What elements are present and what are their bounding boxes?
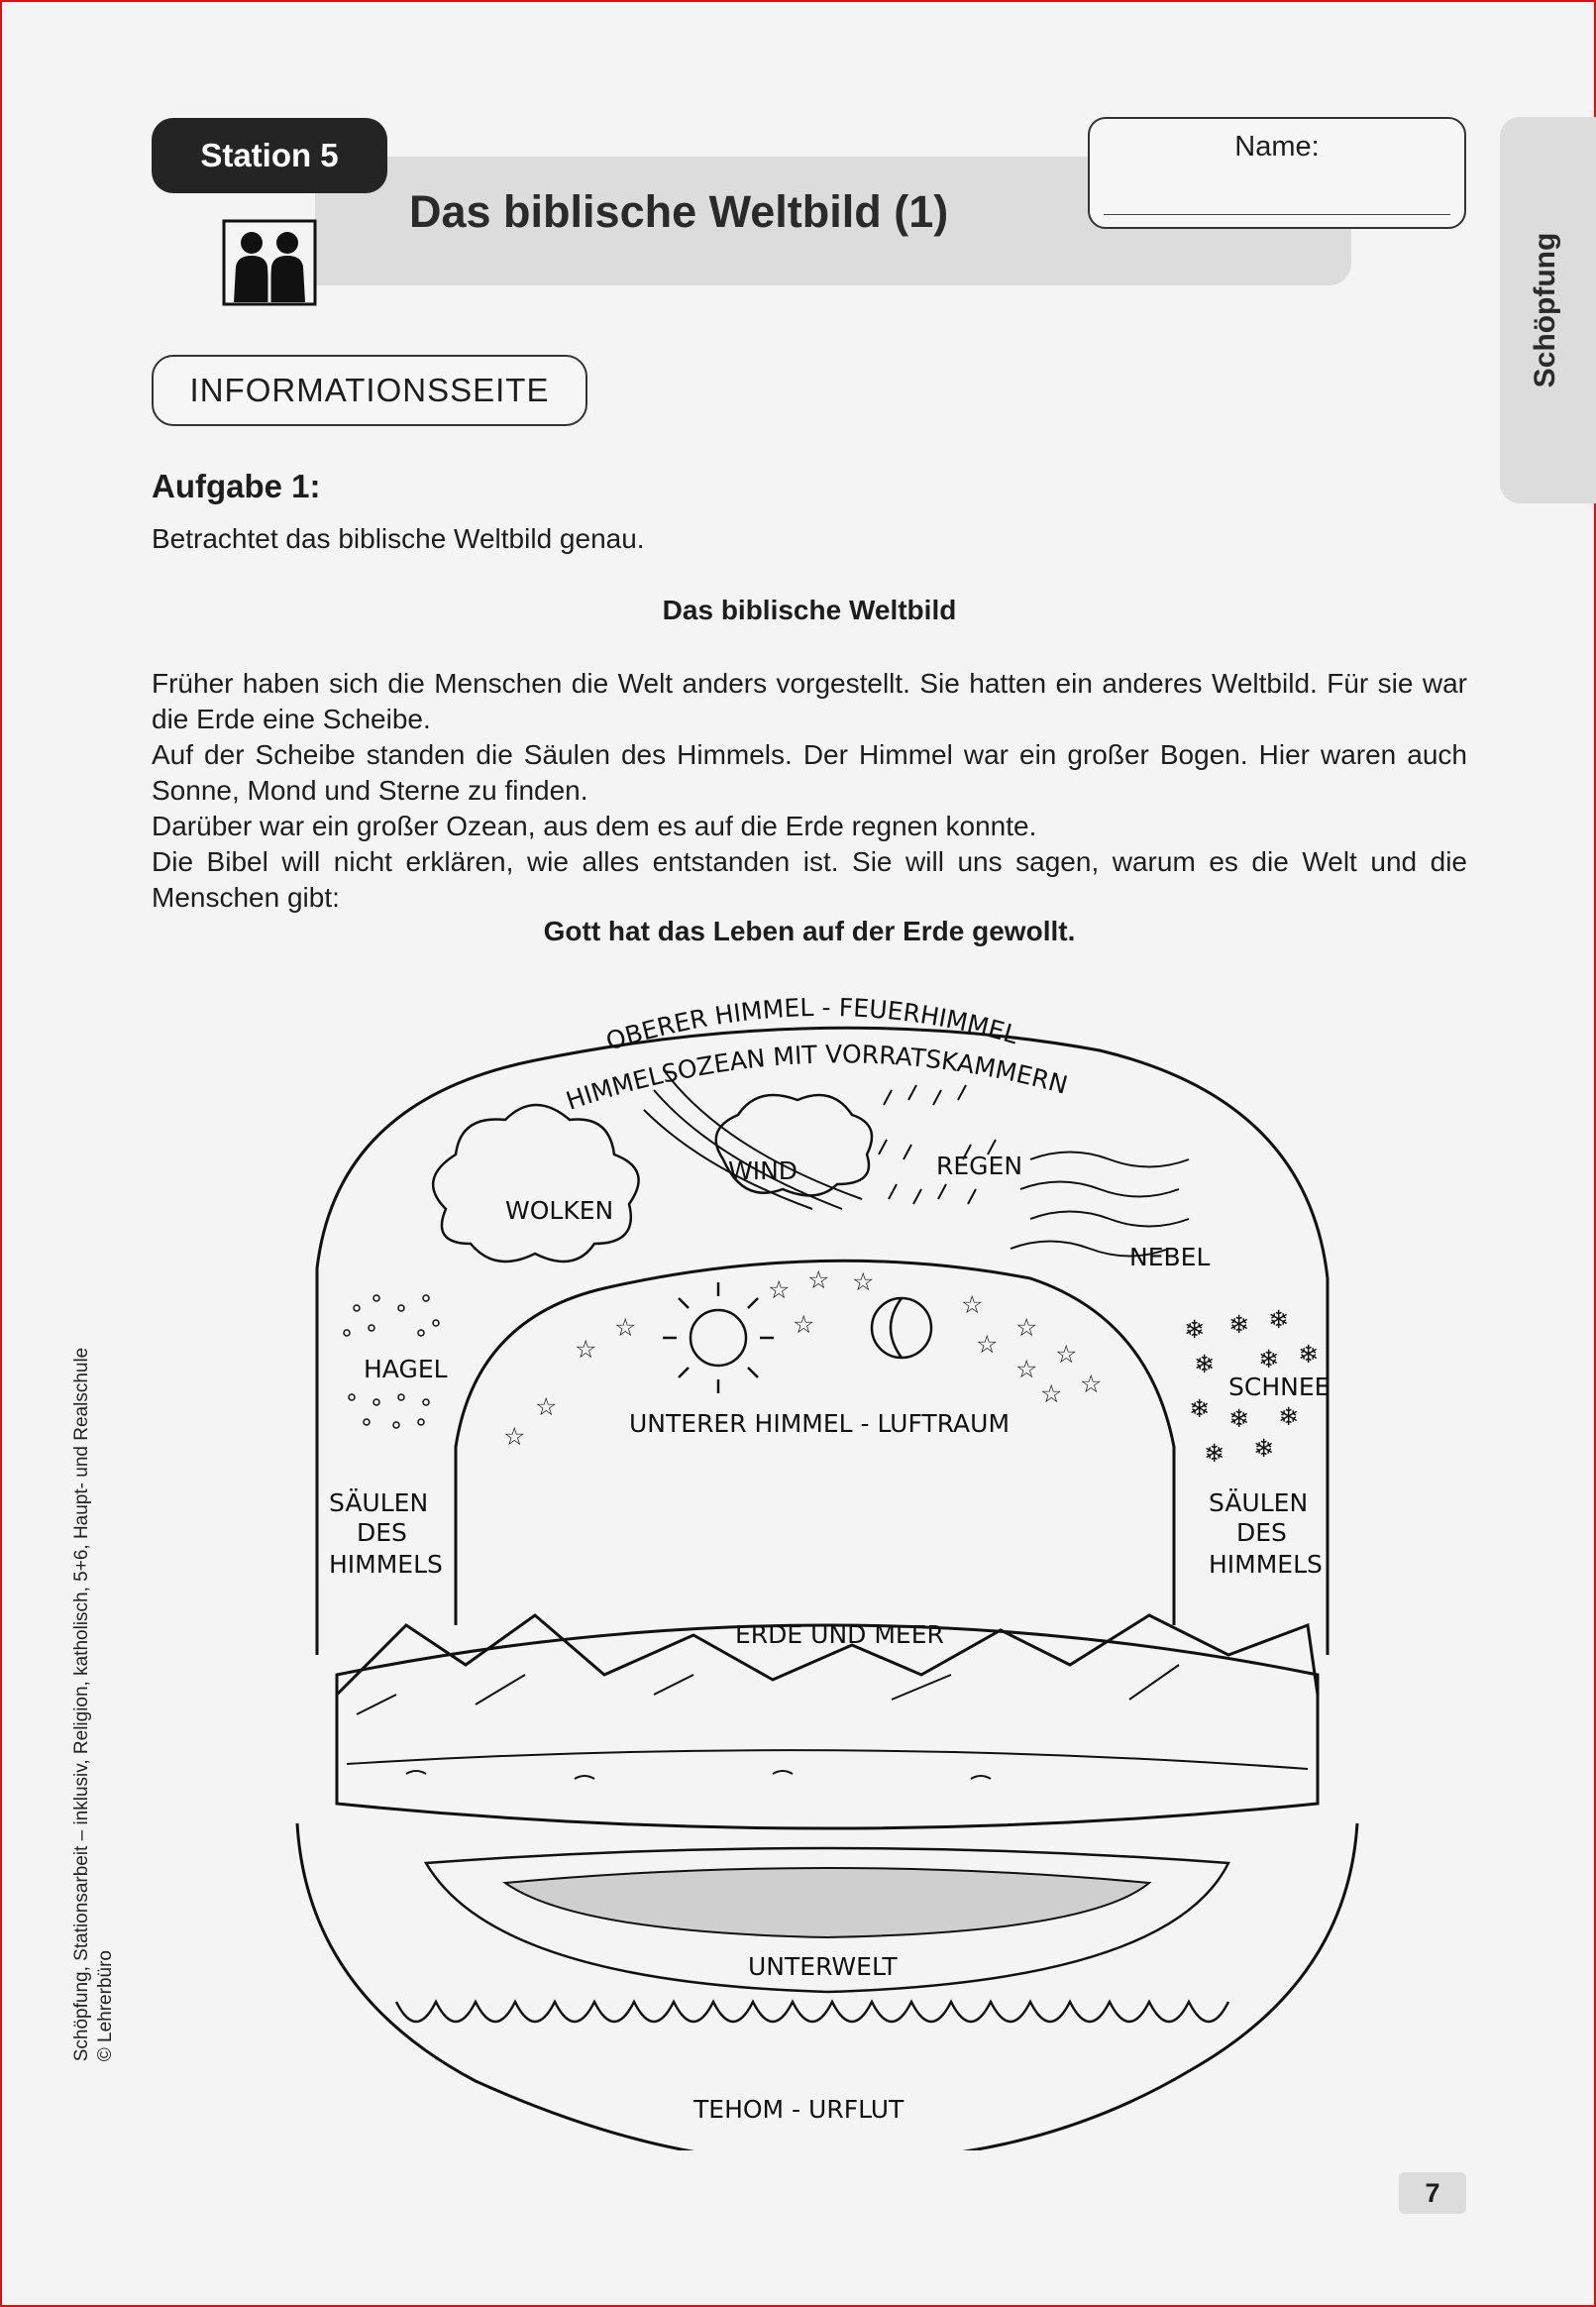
svg-text:☆: ☆: [1055, 1340, 1078, 1369]
svg-text:☆: ☆: [793, 1310, 815, 1339]
label-schnee: SCHNEE: [1228, 1373, 1330, 1401]
svg-text:☆: ☆: [961, 1290, 984, 1319]
svg-text:☆: ☆: [1040, 1379, 1063, 1408]
label-unterwelt: UNTERWELT: [748, 1952, 898, 1981]
svg-text:❄: ❄: [1278, 1402, 1299, 1431]
partner-work-icon: [222, 219, 317, 306]
svg-text:☆: ☆: [768, 1275, 791, 1304]
label-wind: WIND: [728, 1156, 798, 1185]
credit-line: © Lehrerbüro: [95, 1950, 116, 2062]
svg-text:☆: ☆: [575, 1335, 597, 1364]
label-hagel: HAGEL: [364, 1355, 448, 1383]
label-nebel: NEBEL: [1129, 1243, 1211, 1271]
info-page-badge: INFORMATIONSSEITE: [152, 355, 587, 426]
label-tehom: TEHOM - URFLUT: [693, 2095, 904, 2124]
svg-text:❄: ❄: [1253, 1434, 1274, 1463]
svg-text:☆: ☆: [1015, 1313, 1038, 1342]
name-field[interactable]: [1088, 117, 1466, 229]
svg-text:☆: ☆: [535, 1392, 558, 1421]
label-himmels-left: HIMMELS: [329, 1550, 443, 1579]
world-view-illustration: [277, 981, 1377, 2150]
side-tab-label: Schöpfung: [1529, 232, 1561, 388]
paragraph: Darüber war ein großer Ozean, aus dem es auf die Erde regnen konnte.: [152, 811, 1037, 841]
page-number: 7: [1399, 2172, 1466, 2214]
section-title: Das biblische Weltbild: [662, 595, 957, 625]
svg-text:❄: ❄: [1228, 1310, 1249, 1339]
inner-sky-arch: [456, 1261, 1174, 1625]
svg-text:❄: ❄: [1184, 1315, 1205, 1344]
copyright-credit: [70, 1348, 118, 2062]
svg-text:☆: ☆: [976, 1330, 999, 1359]
svg-text:❄: ❄: [1194, 1350, 1215, 1378]
svg-text:❄: ❄: [1298, 1340, 1319, 1369]
paragraph: Auf der Scheibe standen die Säulen des Himmels. Der Himmel war ein großer Bogen. Hier waren auch Sonne, Mond und Sterne zu finden.: [152, 739, 1467, 806]
svg-text:☆: ☆: [1015, 1355, 1038, 1383]
outer-dome: [317, 1028, 1328, 1625]
paragraph: Früher haben sich die Menschen die Welt anders vorgestellt. Sie hatten ein anderes Weltbild. Für sie war die Erde eine Scheibe.: [152, 668, 1467, 734]
label-himmels-right: HIMMELS: [1209, 1550, 1323, 1579]
key-statement: Gott hat das Leben auf der Erde gewollt.: [543, 916, 1076, 946]
svg-text:❄: ❄: [1228, 1404, 1249, 1433]
paragraph: Die Bibel will nicht erklären, wie alles entstanden ist. Sie will uns sagen, warum es die Welt und die Menschen gibt:: [152, 846, 1467, 913]
svg-text:❄: ❄: [1268, 1305, 1289, 1334]
svg-text:☆: ☆: [1080, 1370, 1103, 1398]
task-instruction: Betrachtet das biblische Weltbild genau.: [152, 523, 645, 554]
name-line: [1104, 214, 1450, 215]
svg-text:❄: ❄: [1204, 1439, 1224, 1468]
rain-drops: [879, 1085, 996, 1204]
label-erde-meer: ERDE UND MEER: [735, 1620, 944, 1649]
moon-icon: [872, 1298, 931, 1358]
page-title: Das biblische Weltbild (1): [409, 186, 949, 237]
label-saeulen-left: SÄULEN: [329, 1488, 429, 1517]
tehom-waves: [396, 2002, 1228, 2022]
station-label: Station 5: [200, 137, 339, 173]
task-heading: Aufgabe 1:: [152, 468, 321, 504]
label-des-left: DES: [357, 1518, 407, 1547]
label-des-right: DES: [1236, 1518, 1287, 1547]
svg-text:❄: ❄: [1189, 1394, 1210, 1423]
label-unterer-himmel: UNTERER HIMMEL - LUFTRAUM: [629, 1409, 1011, 1438]
label-regen: REGEN: [936, 1152, 1023, 1180]
label-wolken: WOLKEN: [505, 1196, 614, 1225]
cloud-wolken: [433, 1105, 638, 1262]
label-oberer-himmel: OBERER HIMMEL - FEUERHIMMEL: [602, 992, 1021, 1056]
svg-text:❄: ❄: [1258, 1345, 1279, 1373]
svg-text:☆: ☆: [614, 1313, 637, 1342]
svg-text:☆: ☆: [807, 1265, 830, 1294]
name-label: Name:: [1234, 131, 1320, 163]
station-badge: [152, 118, 387, 193]
credit-line: Schöpfung, Stationsarbeit – inklusiv, Religion, katholisch, 5+6, Haupt- und Realschule: [71, 1347, 92, 2062]
label-himmelsozean: HIMMELSOZEAN MIT VORRATSKAMMERN: [562, 1040, 1071, 1116]
body-text: [152, 666, 1467, 916]
fog-lines: [1011, 1153, 1189, 1257]
lake: [347, 1750, 1308, 1769]
svg-text:☆: ☆: [503, 1422, 526, 1451]
label-saeulen-right: SÄULEN: [1209, 1488, 1309, 1517]
sun-icon: [663, 1282, 774, 1393]
svg-text:☆: ☆: [852, 1267, 875, 1296]
